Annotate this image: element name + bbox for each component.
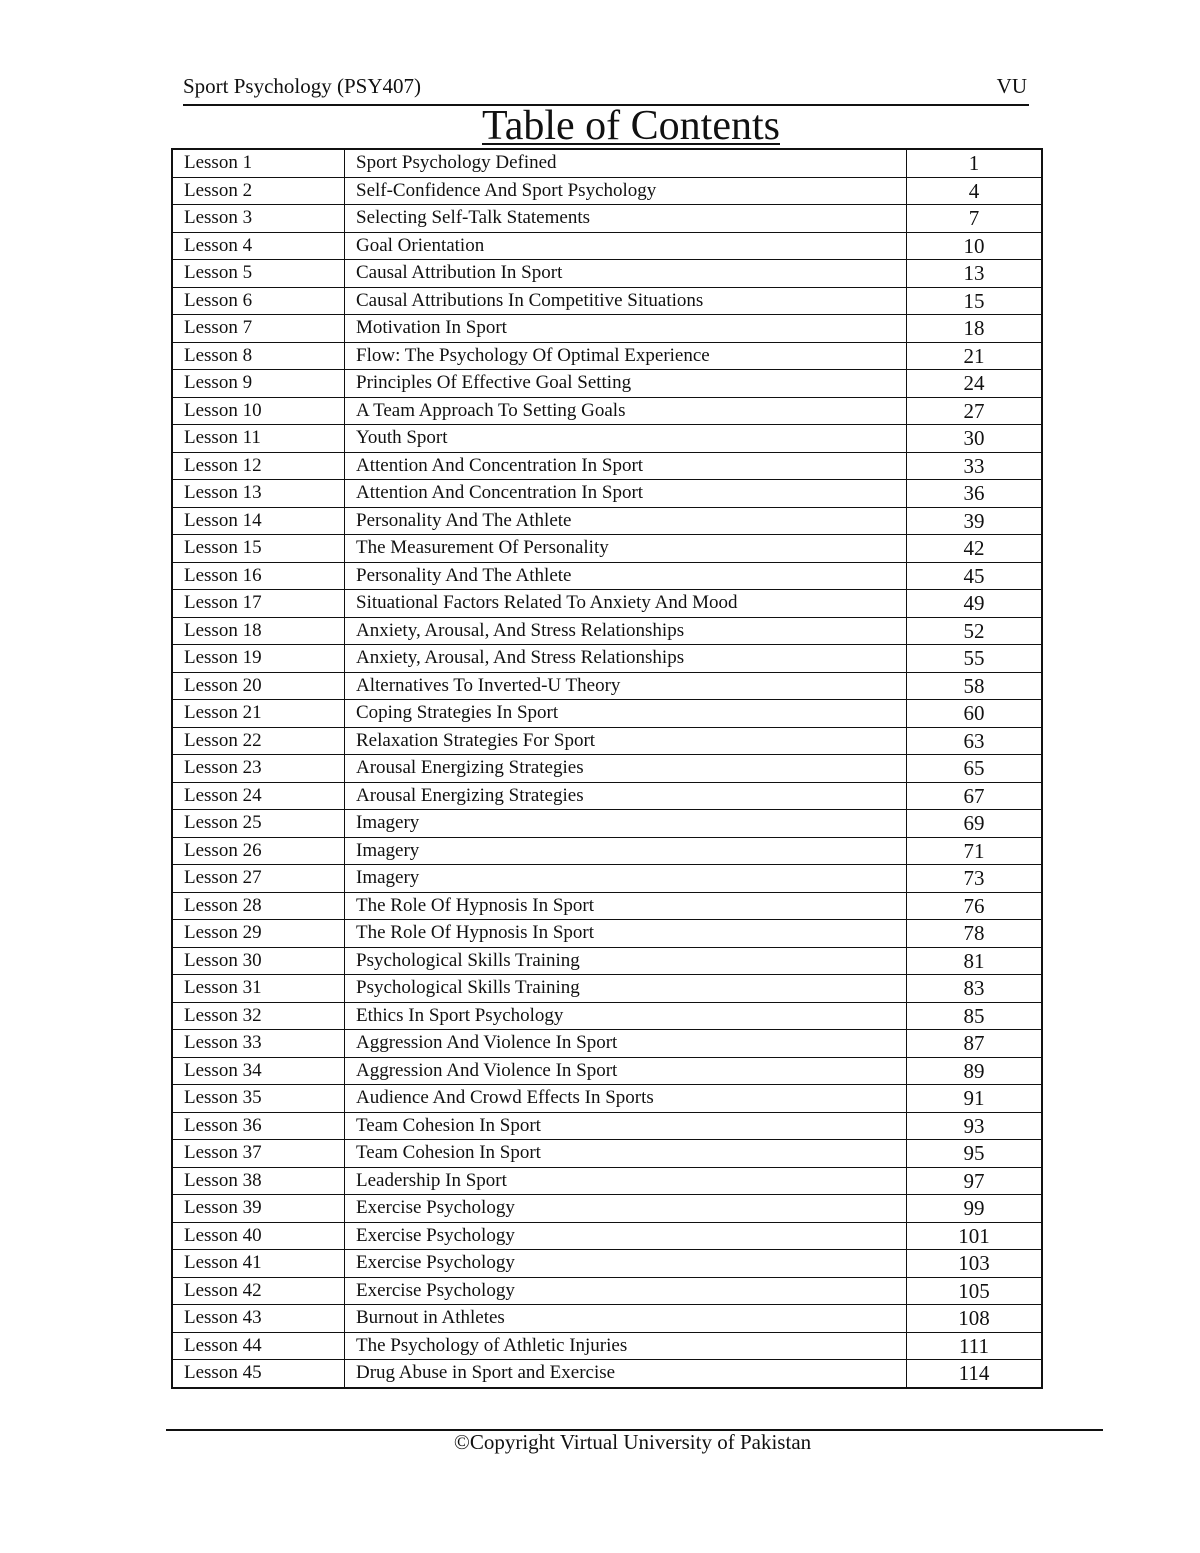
lesson-cell: Lesson 7 xyxy=(172,315,345,343)
page-number-cell: 89 xyxy=(907,1057,1043,1085)
table-row xyxy=(172,177,1042,205)
toc-body xyxy=(172,149,1042,1388)
lesson-cell: Lesson 18 xyxy=(172,617,345,645)
table-row xyxy=(172,700,1042,728)
page-number-cell: 81 xyxy=(907,947,1043,975)
topic-cell: Imagery xyxy=(345,837,907,865)
lesson-cell: Lesson 38 xyxy=(172,1167,345,1195)
topic-cell: Exercise Psychology xyxy=(345,1222,907,1250)
topic-cell: Team Cohesion In Sport xyxy=(345,1112,907,1140)
page-number-cell: 71 xyxy=(907,837,1043,865)
table-row xyxy=(172,672,1042,700)
lesson-cell: Lesson 42 xyxy=(172,1277,345,1305)
page-number-cell: 87 xyxy=(907,1030,1043,1058)
page-number-cell: 76 xyxy=(907,892,1043,920)
page-number-cell: 18 xyxy=(907,315,1043,343)
page-header xyxy=(183,72,1029,106)
lesson-cell: Lesson 33 xyxy=(172,1030,345,1058)
page-number-cell: 73 xyxy=(907,865,1043,893)
table-row xyxy=(172,645,1042,673)
table-row xyxy=(172,1140,1042,1168)
table-row xyxy=(172,590,1042,618)
lesson-cell: Lesson 28 xyxy=(172,892,345,920)
lesson-cell: Lesson 5 xyxy=(172,260,345,288)
lesson-cell: Lesson 19 xyxy=(172,645,345,673)
table-row xyxy=(172,1360,1042,1388)
page-number-cell: 108 xyxy=(907,1305,1043,1333)
lesson-cell: Lesson 43 xyxy=(172,1305,345,1333)
topic-cell: Imagery xyxy=(345,810,907,838)
page-number-cell: 83 xyxy=(907,975,1043,1003)
page-number-cell: 27 xyxy=(907,397,1043,425)
lesson-cell: Lesson 11 xyxy=(172,425,345,453)
org-label: VU xyxy=(996,74,1027,98)
topic-cell: Causal Attributions In Competitive Situations xyxy=(345,287,907,315)
table-row xyxy=(172,480,1042,508)
table-row xyxy=(172,1305,1042,1333)
table-row xyxy=(172,370,1042,398)
lesson-cell: Lesson 39 xyxy=(172,1195,345,1223)
table-row xyxy=(172,837,1042,865)
page-number-cell: 1 xyxy=(907,149,1043,177)
topic-cell: A Team Approach To Setting Goals xyxy=(345,397,907,425)
page-number-cell: 39 xyxy=(907,507,1043,535)
page-number-cell: 60 xyxy=(907,700,1043,728)
lesson-cell: Lesson 13 xyxy=(172,480,345,508)
table-row xyxy=(172,205,1042,233)
topic-cell: Psychological Skills Training xyxy=(345,947,907,975)
page-number-cell: 114 xyxy=(907,1360,1043,1388)
page-number-cell: 93 xyxy=(907,1112,1043,1140)
page-number-cell: 49 xyxy=(907,590,1043,618)
table-row xyxy=(172,1112,1042,1140)
table-row xyxy=(172,562,1042,590)
table-row xyxy=(172,232,1042,260)
table-row xyxy=(172,1332,1042,1360)
page-number-cell: 67 xyxy=(907,782,1043,810)
page-number-cell: 15 xyxy=(907,287,1043,315)
topic-cell: Relaxation Strategies For Sport xyxy=(345,727,907,755)
toc-title: Table of Contents xyxy=(482,103,780,149)
topic-cell: Aggression And Violence In Sport xyxy=(345,1030,907,1058)
lesson-cell: Lesson 6 xyxy=(172,287,345,315)
table-row xyxy=(172,397,1042,425)
lesson-cell: Lesson 34 xyxy=(172,1057,345,1085)
lesson-cell: Lesson 12 xyxy=(172,452,345,480)
page-number-cell: 85 xyxy=(907,1002,1043,1030)
page-number-cell: 30 xyxy=(907,425,1043,453)
topic-cell: Anxiety, Arousal, And Stress Relationships xyxy=(345,617,907,645)
page-number-cell: 21 xyxy=(907,342,1043,370)
lesson-cell: Lesson 27 xyxy=(172,865,345,893)
topic-cell: Arousal Energizing Strategies xyxy=(345,755,907,783)
lesson-cell: Lesson 20 xyxy=(172,672,345,700)
page-number-cell: 36 xyxy=(907,480,1043,508)
topic-cell: Personality And The Athlete xyxy=(345,507,907,535)
topic-cell: The Role Of Hypnosis In Sport xyxy=(345,920,907,948)
topic-cell: Psychological Skills Training xyxy=(345,975,907,1003)
lesson-cell: Lesson 23 xyxy=(172,755,345,783)
lesson-cell: Lesson 37 xyxy=(172,1140,345,1168)
lesson-cell: Lesson 10 xyxy=(172,397,345,425)
table-row xyxy=(172,425,1042,453)
lesson-cell: Lesson 24 xyxy=(172,782,345,810)
topic-cell: Aggression And Violence In Sport xyxy=(345,1057,907,1085)
lesson-cell: Lesson 25 xyxy=(172,810,345,838)
page-number-cell: 52 xyxy=(907,617,1043,645)
page-number-cell: 45 xyxy=(907,562,1043,590)
page-number-cell: 58 xyxy=(907,672,1043,700)
lesson-cell: Lesson 36 xyxy=(172,1112,345,1140)
page-number-cell: 13 xyxy=(907,260,1043,288)
topic-cell: Causal Attribution In Sport xyxy=(345,260,907,288)
topic-cell: Sport Psychology Defined xyxy=(345,149,907,177)
topic-cell: Attention And Concentration In Sport xyxy=(345,480,907,508)
table-row xyxy=(172,1167,1042,1195)
topic-cell: Exercise Psychology xyxy=(345,1195,907,1223)
lesson-cell: Lesson 16 xyxy=(172,562,345,590)
lesson-cell: Lesson 1 xyxy=(172,149,345,177)
lesson-cell: Lesson 21 xyxy=(172,700,345,728)
page-number-cell: 10 xyxy=(907,232,1043,260)
page-number-cell: 105 xyxy=(907,1277,1043,1305)
lesson-cell: Lesson 26 xyxy=(172,837,345,865)
table-row xyxy=(172,149,1042,177)
page-number-cell: 101 xyxy=(907,1222,1043,1250)
table-row xyxy=(172,260,1042,288)
table-row xyxy=(172,755,1042,783)
table-row xyxy=(172,535,1042,563)
table-row xyxy=(172,452,1042,480)
page-number-cell: 55 xyxy=(907,645,1043,673)
lesson-cell: Lesson 2 xyxy=(172,177,345,205)
lesson-cell: Lesson 35 xyxy=(172,1085,345,1113)
topic-cell: Selecting Self-Talk Statements xyxy=(345,205,907,233)
page-number-cell: 33 xyxy=(907,452,1043,480)
table-row xyxy=(172,947,1042,975)
table-row xyxy=(172,507,1042,535)
lesson-cell: Lesson 3 xyxy=(172,205,345,233)
topic-cell: Ethics In Sport Psychology xyxy=(345,1002,907,1030)
topic-cell: The Role Of Hypnosis In Sport xyxy=(345,892,907,920)
course-title: Sport Psychology (PSY407) xyxy=(183,74,422,98)
lesson-cell: Lesson 31 xyxy=(172,975,345,1003)
table-row xyxy=(172,810,1042,838)
page-number-cell: 4 xyxy=(907,177,1043,205)
topic-cell: Attention And Concentration In Sport xyxy=(345,452,907,480)
topic-cell: Drug Abuse in Sport and Exercise xyxy=(345,1360,907,1388)
topic-cell: Personality And The Athlete xyxy=(345,562,907,590)
page-number-cell: 95 xyxy=(907,1140,1043,1168)
page-number-cell: 111 xyxy=(907,1332,1043,1360)
topic-cell: The Psychology of Athletic Injuries xyxy=(345,1332,907,1360)
page-number-cell: 24 xyxy=(907,370,1043,398)
page-number-cell: 78 xyxy=(907,920,1043,948)
page-number-cell: 69 xyxy=(907,810,1043,838)
table-row xyxy=(172,975,1042,1003)
page-number-cell: 65 xyxy=(907,755,1043,783)
lesson-cell: Lesson 45 xyxy=(172,1360,345,1388)
table-row xyxy=(172,315,1042,343)
topic-cell: Leadership In Sport xyxy=(345,1167,907,1195)
page-number-cell: 103 xyxy=(907,1250,1043,1278)
page-number-cell: 99 xyxy=(907,1195,1043,1223)
lesson-cell: Lesson 30 xyxy=(172,947,345,975)
lesson-cell: Lesson 15 xyxy=(172,535,345,563)
table-row xyxy=(172,865,1042,893)
lesson-cell: Lesson 22 xyxy=(172,727,345,755)
table-row xyxy=(172,1002,1042,1030)
topic-cell: Youth Sport xyxy=(345,425,907,453)
lesson-cell: Lesson 44 xyxy=(172,1332,345,1360)
topic-cell: Exercise Psychology xyxy=(345,1277,907,1305)
lesson-cell: Lesson 9 xyxy=(172,370,345,398)
topic-cell: Motivation In Sport xyxy=(345,315,907,343)
table-row xyxy=(172,1085,1042,1113)
table-row xyxy=(172,920,1042,948)
table-row xyxy=(172,1250,1042,1278)
topic-cell: Audience And Crowd Effects In Sports xyxy=(345,1085,907,1113)
table-row xyxy=(172,892,1042,920)
topic-cell: The Measurement Of Personality xyxy=(345,535,907,563)
topic-cell: Flow: The Psychology Of Optimal Experience xyxy=(345,342,907,370)
topic-cell: Exercise Psychology xyxy=(345,1250,907,1278)
table-row xyxy=(172,1057,1042,1085)
topic-cell: Goal Orientation xyxy=(345,232,907,260)
topic-cell: Situational Factors Related To Anxiety And Mood xyxy=(345,590,907,618)
topic-cell: Imagery xyxy=(345,865,907,893)
table-row xyxy=(172,1030,1042,1058)
page-number-cell: 91 xyxy=(907,1085,1043,1113)
lesson-cell: Lesson 14 xyxy=(172,507,345,535)
copyright-footer: ©Copyright Virtual University of Pakistan xyxy=(453,1430,812,1454)
topic-cell: Anxiety, Arousal, And Stress Relationships xyxy=(345,645,907,673)
lesson-cell: Lesson 17 xyxy=(172,590,345,618)
topic-cell: Principles Of Effective Goal Setting xyxy=(345,370,907,398)
topic-cell: Team Cohesion In Sport xyxy=(345,1140,907,1168)
topic-cell: Arousal Energizing Strategies xyxy=(345,782,907,810)
page-number-cell: 42 xyxy=(907,535,1043,563)
lesson-cell: Lesson 32 xyxy=(172,1002,345,1030)
lesson-cell: Lesson 41 xyxy=(172,1250,345,1278)
table-row xyxy=(172,1222,1042,1250)
topic-cell: Self-Confidence And Sport Psychology xyxy=(345,177,907,205)
page-number-cell: 97 xyxy=(907,1167,1043,1195)
lesson-cell: Lesson 8 xyxy=(172,342,345,370)
lesson-cell: Lesson 4 xyxy=(172,232,345,260)
topic-cell: Alternatives To Inverted-U Theory xyxy=(345,672,907,700)
table-row xyxy=(172,287,1042,315)
table-row xyxy=(172,1195,1042,1223)
topic-cell: Coping Strategies In Sport xyxy=(345,700,907,728)
table-row xyxy=(172,1277,1042,1305)
lesson-cell: Lesson 40 xyxy=(172,1222,345,1250)
table-row xyxy=(172,782,1042,810)
table-row xyxy=(172,727,1042,755)
page-number-cell: 63 xyxy=(907,727,1043,755)
table-row xyxy=(172,342,1042,370)
topic-cell: Burnout in Athletes xyxy=(345,1305,907,1333)
table-row xyxy=(172,617,1042,645)
page-number-cell: 7 xyxy=(907,205,1043,233)
lesson-cell: Lesson 29 xyxy=(172,920,345,948)
toc-table xyxy=(171,148,1043,1389)
